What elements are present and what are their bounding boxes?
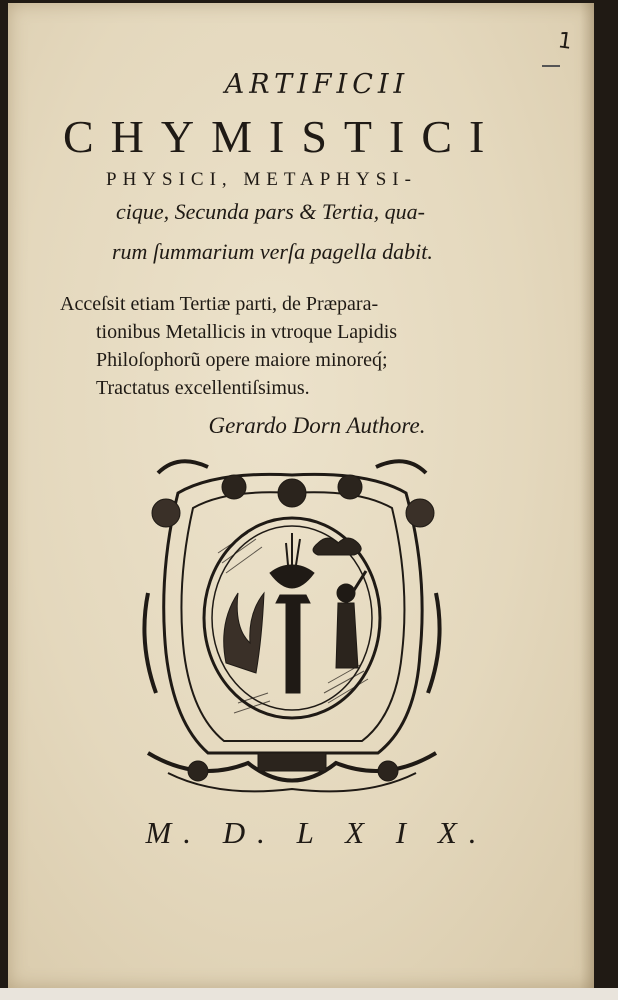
scan-bottom-margin [0,988,618,1000]
subtitle-line-3: Philoſophorũ opere maiore minoreq́; [96,349,388,371]
imprint-date: M. D. L X I X. [145,815,489,850]
title-line-5: rum ſummarium verſa pagella dabit. [112,239,433,264]
subtitle-line-1: Acceſsit etiam Tertiæ parti, de Præpara- [60,293,379,315]
author-line: Gerardo Dorn Authore. [208,413,426,438]
folio-dash [542,65,560,67]
subtitle-line-4: Tractatus excellentiſsimus. [96,377,310,399]
folio-number: 1 [556,28,574,55]
printers-device-woodcut [138,453,446,803]
title-line-1: ARTIFICII [224,69,410,100]
title-page [8,3,594,988]
subtitle-line-2: tionibus Metallicis in vtroque Lapidis [96,321,398,343]
title-line-4: cique, Secunda pars & Tertia, qua- [116,199,425,224]
title-line-2: CHYMISTICI [63,111,502,162]
title-line-3: PHYSICI, METAPHYSI- [106,169,417,190]
